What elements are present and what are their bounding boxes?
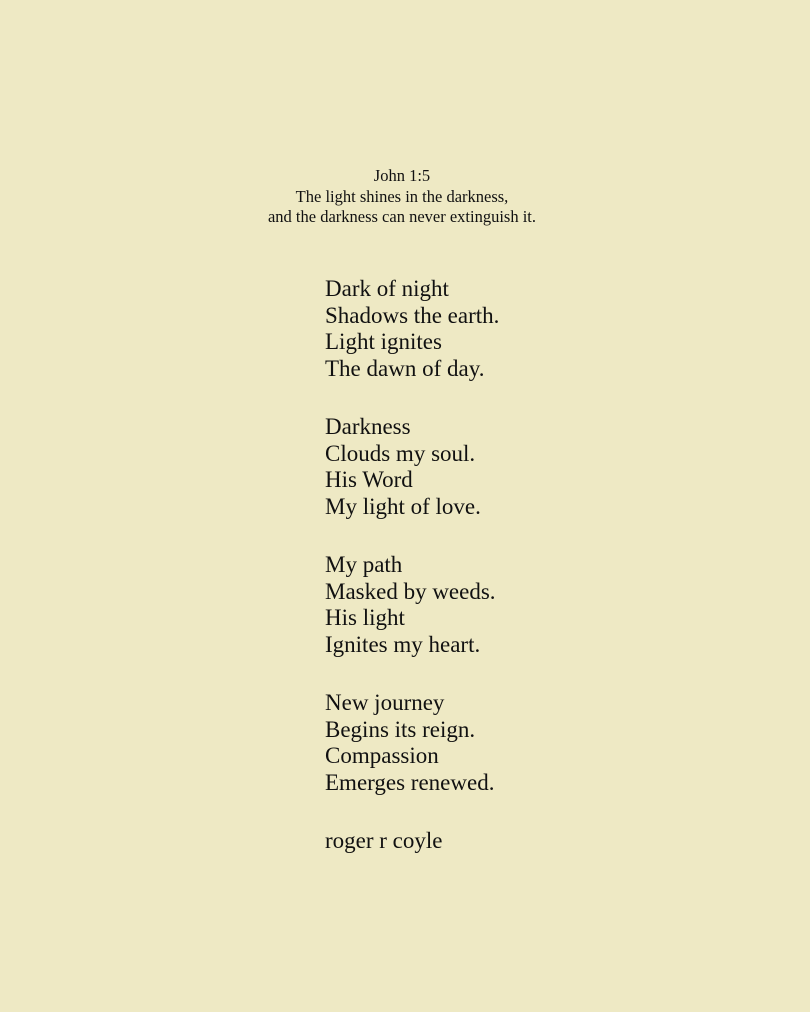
- poem-line: New journey: [325, 690, 445, 715]
- poem-line: Shadows the earth.: [325, 302, 500, 328]
- stanza: [325, 552, 499, 658]
- poem-line: Compassion: [325, 743, 439, 768]
- poem-line: My light of love.: [325, 493, 481, 519]
- poem-line: Darkness: [325, 414, 411, 439]
- stanza: [325, 414, 499, 520]
- stanza: [325, 690, 499, 796]
- poem-line: Masked by weeds.: [325, 578, 496, 604]
- stanza: [325, 276, 499, 382]
- poem-line: Begins its reign.: [325, 716, 476, 742]
- poem-line: Light ignites: [325, 329, 442, 354]
- poem-line: Dark of night: [325, 276, 449, 301]
- poem-line: Ignites my heart.: [325, 631, 481, 657]
- verse-line: The light shines in the darkness,: [295, 186, 509, 206]
- poem-line: His light: [325, 605, 405, 630]
- poem-line: His Word: [325, 467, 413, 492]
- poem-line: The dawn of day.: [325, 355, 485, 381]
- poem-line: My path: [325, 552, 403, 577]
- scripture-verse: [0, 166, 804, 228]
- verse-line: and the darkness can never extinguish it.: [267, 207, 537, 226]
- author-signature: roger r coyle: [325, 828, 443, 853]
- poem-line: Emerges renewed.: [325, 769, 495, 795]
- poem-line: Clouds my soul.: [325, 440, 476, 466]
- verse-reference: John 1:5: [373, 166, 431, 185]
- poem-body: [325, 276, 499, 855]
